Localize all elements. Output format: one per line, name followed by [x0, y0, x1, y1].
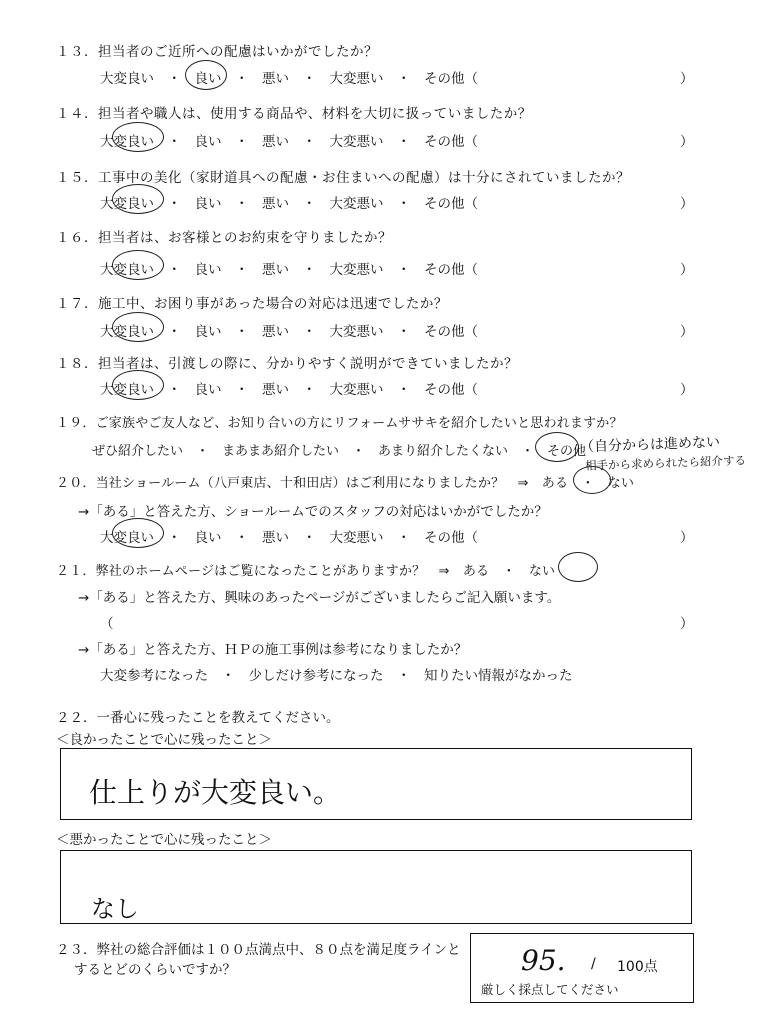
question-21: ２１．弊社のホームページはご覧になったことがありますか？ ⇒ ある ・ ない: [56, 564, 556, 579]
question-19: １９．ご家族やご友人など、お知り合いの方にリフォームササキを紹介したいと思われますか？: [56, 416, 623, 431]
q22-bad-answer: なし: [91, 895, 139, 923]
q17-options: 大変良い ・ 良い ・ 悪い ・ 大変悪い ・ その他（: [100, 324, 478, 340]
question-18: １８．担当者は、引渡しの際に、分かりやすく説明ができていましたか？: [56, 356, 518, 372]
score-separator: /: [591, 956, 596, 972]
q21-subquestion-2: →「ある」と答えた方、ＨＰの施工事例は参考になりましたか？: [78, 642, 468, 658]
q18-answer-circle[interactable]: [112, 370, 164, 400]
question-22: ２２．一番心に残ったことを教えてください。: [56, 710, 340, 726]
score-max: 100点: [617, 959, 658, 975]
score-box[interactable]: [470, 933, 694, 1003]
q17-answer-circle[interactable]: [112, 312, 164, 342]
q16-close-paren: ）: [680, 262, 694, 278]
q15-options: 大変良い ・ 良い ・ 悪い ・ 大変悪い ・ その他（: [100, 196, 478, 212]
q22-good-label: ＜良かったことで心に残ったこと＞: [56, 732, 272, 748]
q21-subquestion-1: →「ある」と答えた方、興味のあったページがございましたらご記入願います。: [78, 590, 561, 606]
question-20: ２０．当社ショールーム（八戸東店、十和田店）はご利用になりましたか？ ⇒ ある ・ ない: [56, 476, 635, 491]
q14-answer-circle[interactable]: [112, 122, 164, 152]
question-14: １４．担当者や職人は、使用する商品や、材料を大切に扱っていましたか？: [56, 106, 532, 122]
q21-open-paren: （: [100, 616, 114, 632]
question-23-line-1: ２３．弊社の総合評価は１００点満点中、８０点を満足度ラインと: [56, 942, 461, 958]
q16-answer-circle[interactable]: [112, 250, 164, 280]
q21-close-paren: ）: [680, 616, 694, 632]
q15-close-paren: ）: [680, 196, 694, 212]
q13-close-paren: ）: [680, 71, 694, 87]
q13-answer-circle[interactable]: [185, 60, 227, 90]
q18-options: 大変良い ・ 良い ・ 悪い ・ 大変悪い ・ その他（: [100, 382, 478, 398]
q15-answer-circle[interactable]: [112, 184, 164, 214]
question-23-line-2: するとどのくらいですか？: [74, 962, 236, 978]
q20-aru-circle[interactable]: [573, 466, 611, 494]
q22-good-answer: 仕上りが大変良い。: [89, 776, 342, 809]
q20-answer-circle[interactable]: [112, 518, 164, 548]
q19-answer-circle[interactable]: [535, 432, 579, 462]
q19-handwritten-note-2: 相手から求められたら紹介する: [584, 453, 747, 473]
q20-close-paren: ）: [680, 530, 694, 546]
q22-good-box[interactable]: [60, 748, 692, 820]
question-17: １７．施工中、お困り事があった場合の対応は迅速でしたか？: [56, 296, 448, 312]
q20-options: 大変良い ・ 良い ・ 悪い ・ 大変悪い ・ その他（: [100, 530, 478, 546]
q21-options: 大変参考になった ・ 少しだけ参考になった ・ 知りたい情報がなかった: [100, 668, 573, 684]
q16-options: 大変良い ・ 良い ・ 悪い ・ 大変悪い ・ その他（: [100, 262, 478, 278]
q13-options: 大変良い ・ 良い ・ 悪い ・ 大変悪い ・ その他（: [100, 71, 478, 87]
question-15: １５．工事中の美化（家財道具への配慮・お住まいへの配慮）は十分にされていましたか？: [56, 170, 630, 186]
score-value: 95.: [521, 944, 566, 977]
q19-handwritten-note-1: （自分からは進めない: [579, 434, 721, 456]
q19-options: ぜひ紹介したい ・ まあまあ紹介したい ・ あまり紹介したくない ・ その他: [92, 444, 587, 459]
q14-options: 大変良い ・ 良い ・ 悪い ・ 大変悪い ・ その他（: [100, 134, 478, 150]
question-16: １６．担当者は、お客様とのお約束を守りましたか？: [56, 230, 392, 246]
q18-close-paren: ）: [680, 382, 694, 398]
q21-nai-circle[interactable]: [558, 552, 598, 582]
q22-bad-label: ＜悪かったことで心に残ったこと＞: [56, 832, 272, 848]
question-13: １３．担当者のご近所への配慮はいかがでしたか？: [56, 44, 378, 60]
q20-subquestion: →「ある」と答えた方、ショールームでのスタッフの対応はいかがでしたか？: [78, 504, 548, 520]
q14-close-paren: ）: [680, 134, 694, 150]
q22-bad-box[interactable]: [60, 850, 692, 924]
score-note: 厳しく採点してください: [481, 982, 619, 997]
q17-close-paren: ）: [680, 324, 694, 340]
